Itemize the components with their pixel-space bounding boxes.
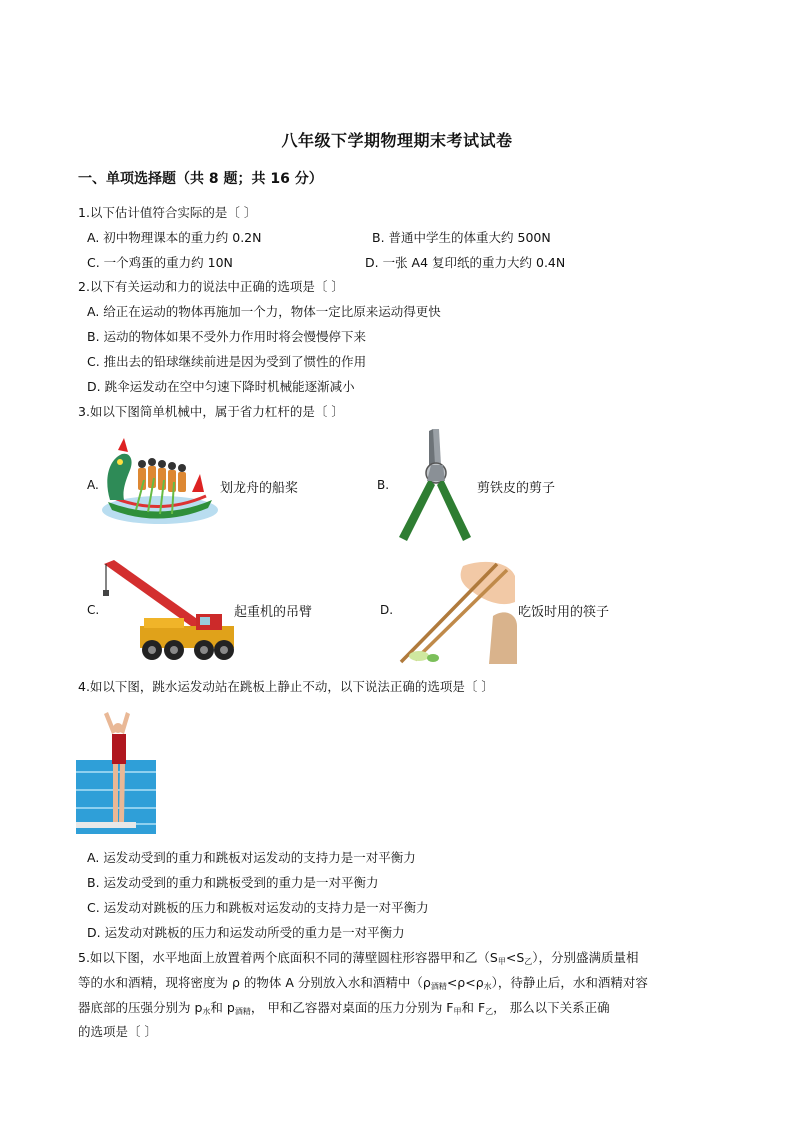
question-3-option-d-caption: 吃饭时用的筷子 — [518, 605, 610, 620]
q5-sub: 酒精 — [234, 1007, 251, 1016]
chopsticks-image — [393, 556, 517, 664]
question-3-option-c-caption: 起重机的吊臂 — [234, 605, 313, 620]
q5-text: ， 甲和乙容器对桌面的压力分别为 F — [250, 1000, 454, 1015]
q5-text: 器底部的压强分别为 p — [78, 1000, 203, 1015]
question-2-option-c[interactable]: C. 推出去的铅球继续前进是因为受到了惯性的作用 — [87, 354, 367, 369]
section-heading: 一、单项选择题（共 8 题；共 16 分） — [78, 171, 323, 187]
question-1-option-b[interactable]: B. 普通中学生的体重大约 500N — [372, 230, 551, 245]
tin-snips-image — [393, 425, 475, 543]
question-1-option-a[interactable]: A. 初中物理课本的重力约 0.2N — [87, 230, 262, 245]
question-2-option-a[interactable]: A. 给正在运动的物体再施加一个力，物体一定比原来运动得更快 — [87, 304, 441, 319]
q5-sub: 甲 — [453, 1007, 462, 1016]
question-4-option-b[interactable]: B. 运发动受到的重力和跳板受到的重力是一对平衡力 — [87, 875, 379, 890]
q5-sub: 甲 — [497, 957, 506, 966]
q5-text: ， 那么以下关系正确 — [493, 1000, 610, 1015]
question-4-stem: 4.如以下图，跳水运发动站在跳板上静止不动，以下说法正确的选项是〔 〕 — [78, 679, 494, 694]
q5-text: 和 p — [210, 1000, 235, 1015]
q5-sub: 水 — [202, 1007, 211, 1016]
question-1-option-d[interactable]: D. 一张 A4 复印纸的重力大约 0.4N — [365, 255, 566, 270]
question-5-line-3 — [78, 998, 610, 1017]
q5-text: 5.如以下图，水平地面上放置着两个底面积不同的薄壁圆柱形容器甲和乙（S — [78, 950, 498, 965]
dragon-boat-image — [100, 430, 218, 530]
question-3-option-b-letter[interactable]: B. — [377, 478, 390, 492]
question-3-option-a-letter[interactable]: A. — [87, 478, 99, 492]
q5-text: ），分别盛满质量相 — [532, 950, 639, 965]
question-2-option-b[interactable]: B. 运动的物体如果不受外力作用时将会慢慢停下来 — [87, 329, 367, 344]
exam-title: 八年级下学期物理期末考试试卷 — [281, 131, 513, 150]
question-5-line-2 — [78, 973, 648, 992]
q5-text: ），待静止后，水和酒精对容 — [491, 975, 648, 990]
question-3-option-b-caption: 剪铁皮的剪子 — [477, 481, 556, 496]
question-5-line-4: 的选项是〔 〕 — [78, 1024, 157, 1039]
question-3-option-d-letter[interactable]: D. — [380, 603, 394, 617]
question-4-option-d[interactable]: D. 运发动对跳板的压力和运发动所受的重力是一对平衡力 — [87, 925, 405, 940]
question-3-option-c-letter[interactable]: C. — [87, 603, 100, 617]
q5-sub: 酒精 — [430, 982, 447, 991]
question-5-line-1 — [78, 948, 639, 967]
question-2-option-d[interactable]: D. 跳伞运发动在空中匀速下降时机械能逐渐减小 — [87, 379, 355, 394]
q5-text: <S — [505, 950, 525, 965]
q5-text: <ρ<ρ — [446, 975, 484, 990]
question-3-option-a-caption: 划龙舟的船桨 — [220, 481, 299, 496]
question-2-stem: 2.以下有关运动和力的说法中正确的选项是〔 〕 — [78, 279, 344, 294]
crane-image — [100, 556, 236, 664]
question-4-option-a[interactable]: A. 运发动受到的重力和跳板对运发动的支持力是一对平衡力 — [87, 850, 416, 865]
q5-sub: 水 — [483, 982, 492, 991]
q5-sub: 乙 — [524, 957, 533, 966]
question-4-option-c[interactable]: C. 运发动对跳板的压力和跳板对运发动的支持力是一对平衡力 — [87, 900, 429, 915]
question-1-option-c[interactable]: C. 一个鸡蛋的重力约 10N — [87, 255, 233, 270]
q5-text: 和 F — [461, 1000, 486, 1015]
q5-text: 等的水和酒精，现将密度为 ρ 的物体 A 分别放入水和酒精中（ρ — [78, 975, 431, 990]
question-1-stem: 1.以下估计值符合实际的是〔 〕 — [78, 205, 257, 220]
diver-image — [76, 706, 156, 834]
question-3-stem: 3.如以下图简单机械中，属于省力杠杆的是〔 〕 — [78, 404, 344, 419]
q5-sub: 乙 — [485, 1007, 494, 1016]
